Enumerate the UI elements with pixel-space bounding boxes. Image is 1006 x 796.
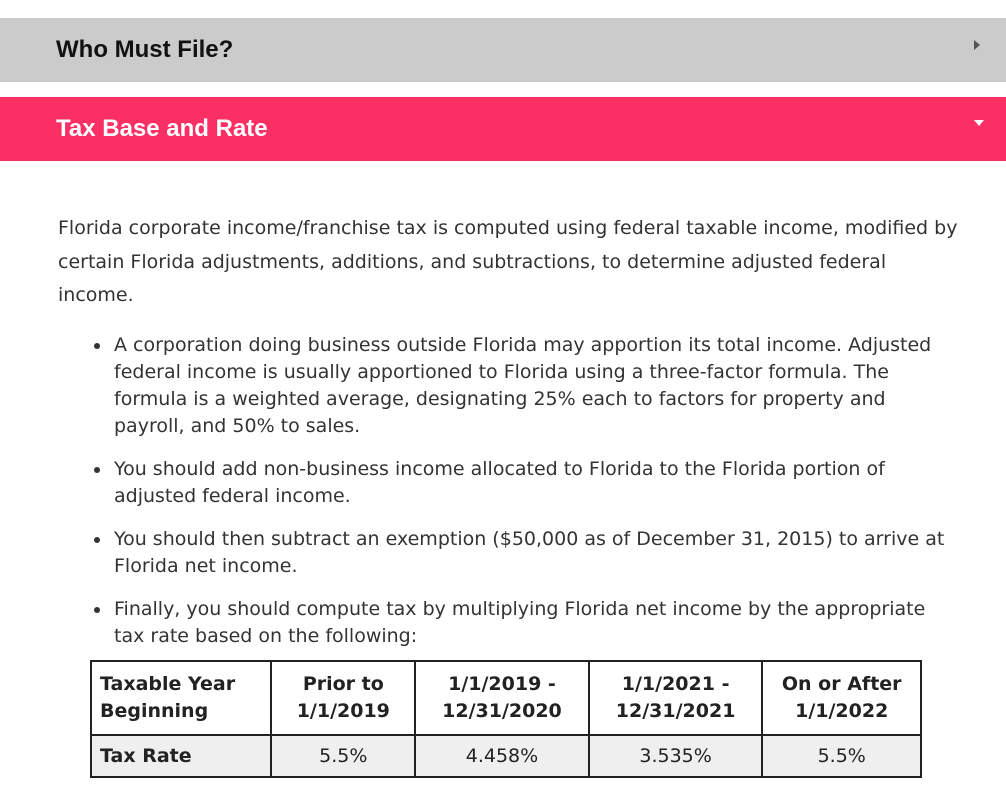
table-header-cell: 1/1/2019 - 12/31/2020 xyxy=(415,661,589,735)
caret-right-icon xyxy=(974,40,980,50)
table-header-row xyxy=(91,661,921,735)
list-item: You should then subtract an exemption ($50,000 as of December 31, 2015) to arrive at Florida net income. xyxy=(114,526,958,580)
accordion-title: Tax Base and Rate xyxy=(56,115,268,142)
table-cell: 5.5% xyxy=(271,735,415,777)
list-item: Finally, you should compute tax by multiplying Florida net income by the appropriate tax rate based on the following: xyxy=(114,596,958,650)
table-row xyxy=(91,735,921,777)
accordion-title: Who Must File? xyxy=(56,36,234,63)
table-header-cell: On or After 1/1/2022 xyxy=(762,661,921,735)
accordion-header-who-must-file[interactable] xyxy=(0,18,1006,82)
table-cell: Tax Rate xyxy=(91,735,271,777)
table-header-cell: Prior to 1/1/2019 xyxy=(271,661,415,735)
table-header-cell: Taxable Year Beginning xyxy=(91,661,271,735)
caret-down-icon xyxy=(974,120,984,126)
table-cell: 3.535% xyxy=(589,735,763,777)
tax-rate-table xyxy=(90,660,922,778)
bullet-list xyxy=(58,332,958,650)
list-item: A corporation doing business outside Florida may apportion its total income. Adjusted federal income is usually apportioned to Florida using a three-factor formula. The formula is a weighted average, designating 25% each to factors for property and payroll, and 50% to sales. xyxy=(114,332,958,440)
table-cell: 5.5% xyxy=(762,735,921,777)
intro-paragraph: Florida corporate income/franchise tax is computed using federal taxable income, modified by certain Florida adjustments, additions, and subtractions, to determine adjusted federal income. xyxy=(58,217,958,306)
table-header-cell: 1/1/2021 - 12/31/2021 xyxy=(589,661,763,735)
accordion-header-tax-base-and-rate[interactable] xyxy=(0,97,1006,161)
table-cell: 4.458% xyxy=(415,735,589,777)
list-item: You should add non-business income allocated to Florida to the Florida portion of adjusted federal income. xyxy=(114,456,958,510)
accordion-panel xyxy=(58,212,958,666)
